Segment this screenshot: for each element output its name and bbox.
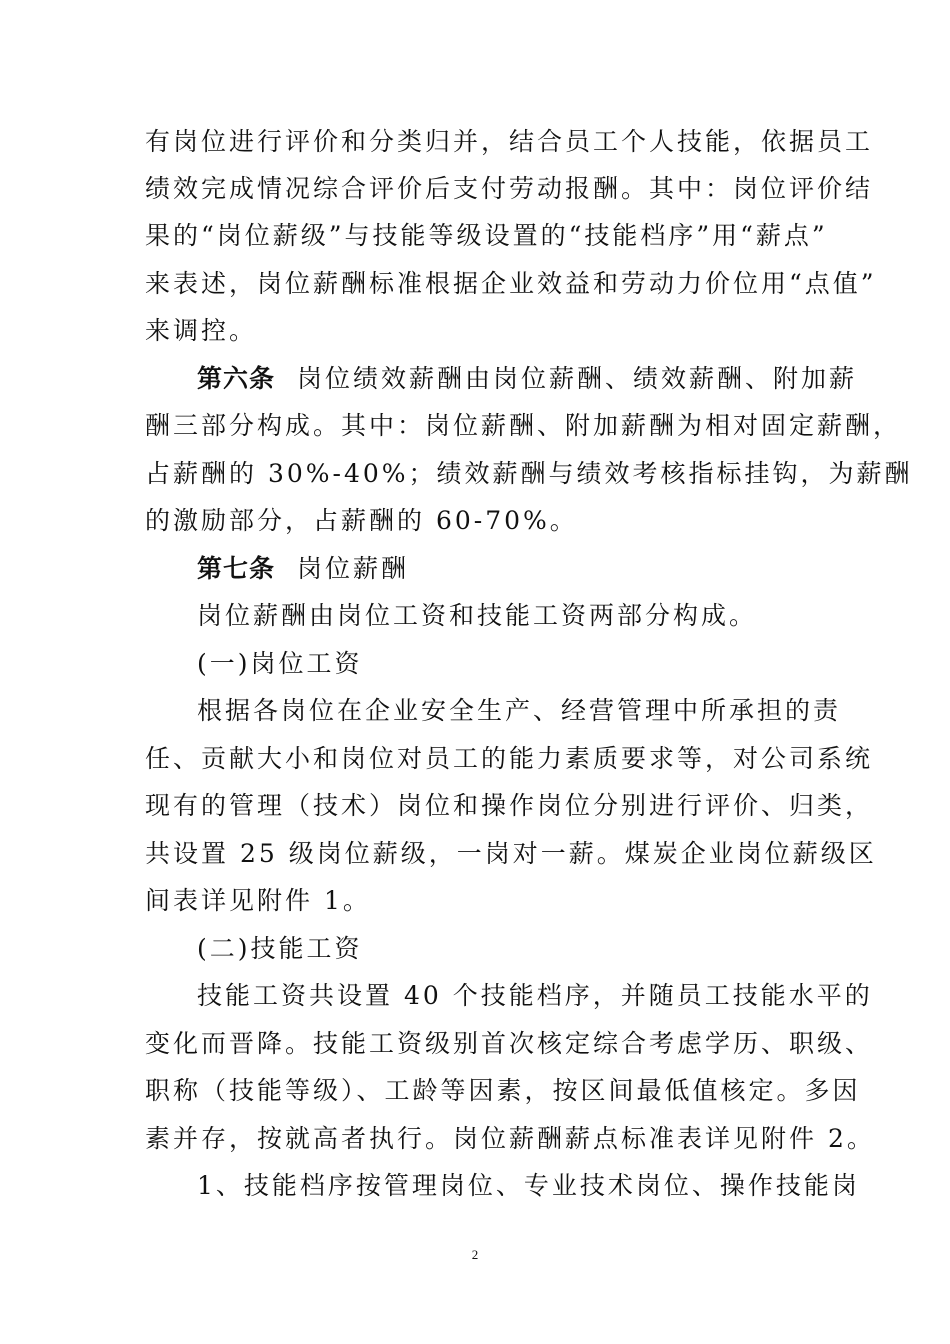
paragraph-line: 来调控。 xyxy=(145,316,258,345)
paragraph-line: 绩效完成情况综合评价后支付劳动报酬。其中：岗位评价结 xyxy=(145,174,874,203)
paragraph-line: 有岗位进行评价和分类归并，结合员工个人技能，依据员工 xyxy=(145,127,874,156)
section-heading: (一)岗位工资 xyxy=(197,649,363,678)
paragraph-line: 占薪酬的 30%-40%；绩效薪酬与绩效考核指标挂钩，为薪酬 xyxy=(145,459,913,488)
paragraph-line: 来表述，岗位薪酬标准根据企业效益和劳动力价位用“点值” xyxy=(145,269,877,298)
article-seven-title: 岗位薪酬 xyxy=(297,554,410,583)
paragraph-line: 根据各岗位在企业安全生产、经营管理中所承担的责 xyxy=(197,696,842,725)
paragraph-line: 任、贡献大小和岗位对员工的能力素质要求等，对公司系统 xyxy=(145,744,874,773)
paragraph-line: 现有的管理（技术）岗位和操作岗位分别进行评价、归类， xyxy=(145,791,874,820)
article-six-text: 岗位绩效薪酬由岗位薪酬、绩效薪酬、附加薪 xyxy=(297,364,858,393)
article-seven-line xyxy=(197,553,815,585)
paragraph-line: 技能工资共设置 40 个技能档序，并随员工技能水平的 xyxy=(197,981,873,1010)
paragraph-line: 职称（技能等级）、工龄等因素，按区间最低值核定。多因 xyxy=(145,1076,861,1105)
paragraph-line: 素并存，按就高者执行。岗位薪酬薪点标准表详见附件 2。 xyxy=(145,1124,875,1153)
paragraph-line: 变化而晋降。技能工资级别首次核定综合考虑学历、职级、 xyxy=(145,1029,874,1058)
page-number: 2 xyxy=(471,1247,479,1262)
paragraph-line: 1、技能档序按管理岗位、专业技术岗位、操作技能岗 xyxy=(197,1171,860,1200)
paragraph-line: 共设置 25 级岗位薪级，一岗对一薪。煤炭企业岗位薪级区 xyxy=(145,839,877,868)
article-six-line xyxy=(197,363,858,395)
paragraph-line: 酬三部分构成。其中：岗位薪酬、附加薪酬为相对固定薪酬， xyxy=(145,411,902,440)
article-seven-heading: 第七条 xyxy=(197,554,276,583)
paragraph-line: 间表详见附件 1。 xyxy=(145,886,371,915)
article-six-heading: 第六条 xyxy=(197,364,276,393)
section-heading: (二)技能工资 xyxy=(197,934,363,963)
paragraph-line: 果的“岗位薪级”与技能等级设置的“技能档序”用“薪点” xyxy=(145,221,828,250)
paragraph-line: 岗位薪酬由岗位工资和技能工资两部分构成。 xyxy=(197,601,758,630)
paragraph-line: 的激励部分，占薪酬的 60-70%。 xyxy=(145,506,578,535)
